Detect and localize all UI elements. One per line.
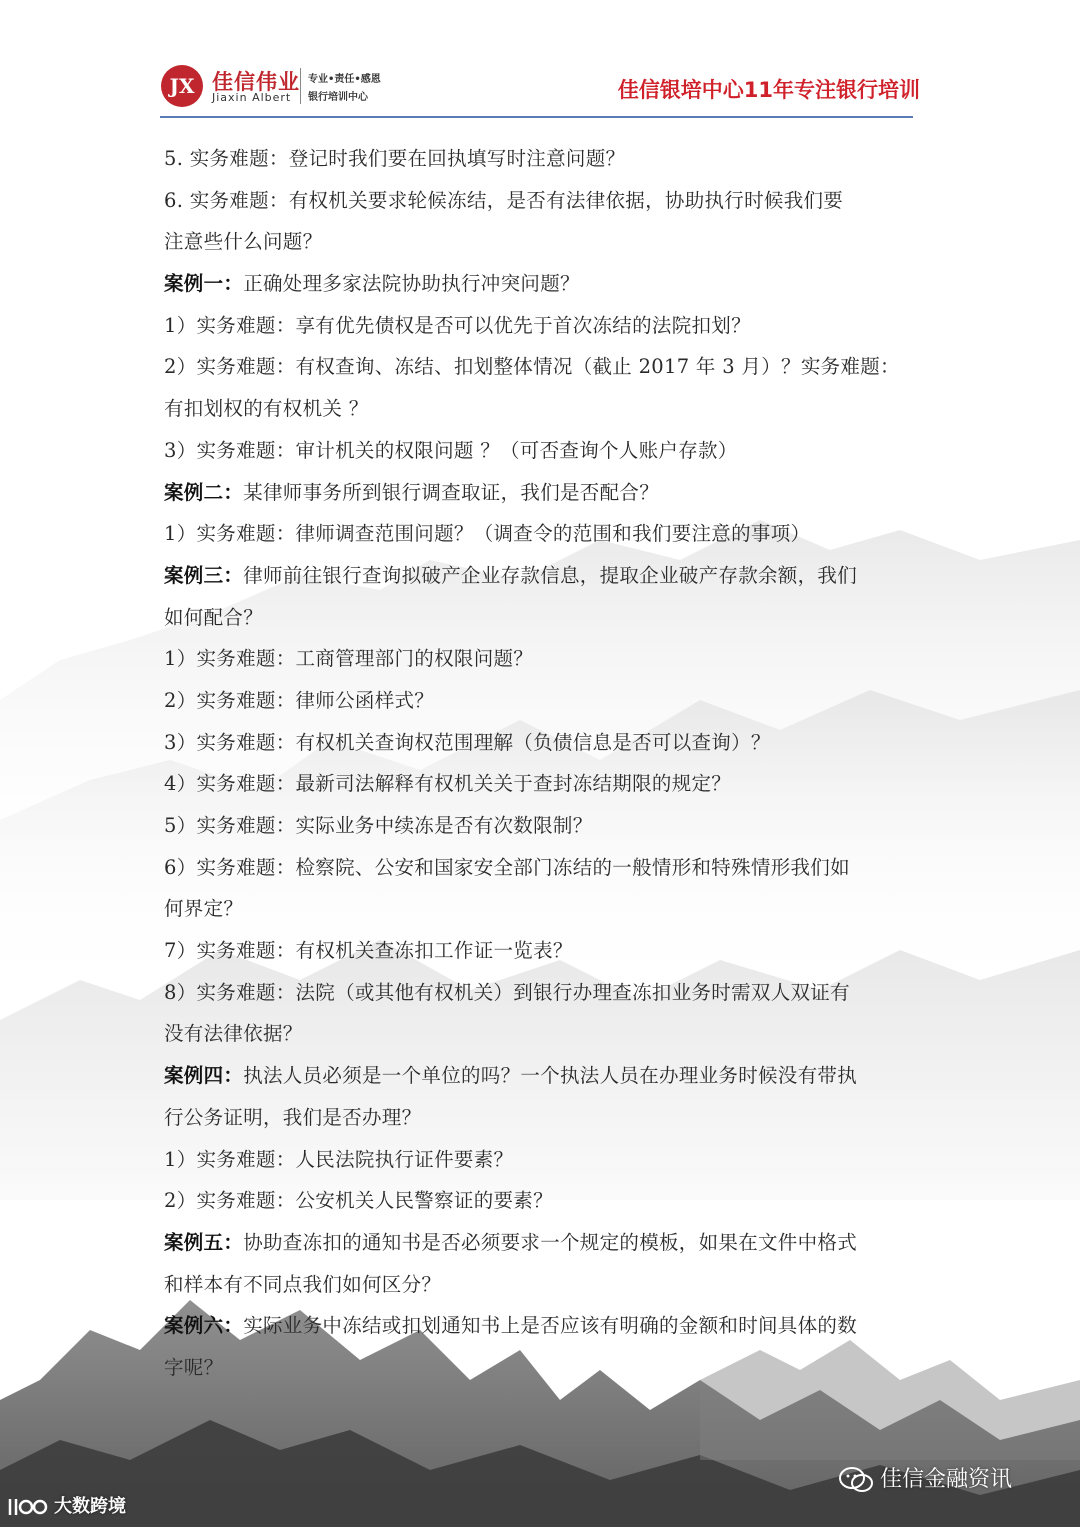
line-text: 注意些什么问题？ (164, 230, 323, 254)
line-text: 6. 实务难题：有权机关要求轮候冻结，是否有法律依据，协助执行时候我们要 (164, 188, 844, 212)
source-watermark-text: 大数跨境 (54, 1496, 126, 1517)
case-heading-line (164, 555, 920, 597)
line-text: 3）实务难题：审计机关的权限问题 ？（可否查询个人账户存款） (164, 438, 738, 462)
case-heading-line (164, 263, 920, 305)
logo-chinese-name: 佳信伟业 (212, 70, 300, 94)
source-watermark (6, 1492, 126, 1519)
text-line (164, 638, 920, 680)
wechat-icon (838, 1466, 874, 1494)
line-text: 和样本有不同点我们如何区分？ (164, 1272, 442, 1296)
logo-english-name: Jiaxin Albert (212, 91, 292, 104)
line-text: 协助查冻扣的通知书是否必须要求一个规定的模板，如果在文件中格式 (243, 1230, 858, 1254)
line-text: 没有法律依据？ (164, 1022, 303, 1046)
line-text: 2）实务难题：公安机关人民警察证的要素？ (164, 1189, 553, 1213)
line-text: 2）实务难题：有权查询、冻结、扣划整体情况（截止 2017 年 3 月）？实务难题： (164, 355, 900, 379)
case-heading-line (164, 1305, 920, 1347)
line-text: 5. 实务难题：登记时我们要在回执填写时注意问题？ (164, 147, 626, 170)
svg-text:JX: JX (169, 74, 195, 98)
case-label: 案例四： (164, 1064, 244, 1088)
line-text: 7）实务难题：有权机关查冻扣工作证一览表？ (164, 939, 573, 963)
line-text: 执法人员必须是一个单位的吗？一个执法人员在办理业务时候没有带执 (243, 1064, 858, 1088)
case-label: 案例三： (164, 563, 244, 587)
line-text: 律师前往银行查询拟破产企业存款信息，提取企业破产存款余额，我们 (243, 563, 858, 587)
line-text: 4）实务难题：最新司法解释有权机关关于查封冻结期限的规定？ (164, 772, 732, 796)
text-line (164, 1347, 920, 1389)
text-line (164, 138, 920, 180)
text-line (164, 346, 920, 388)
line-text: 2）实务难题：律师公函样式？ (164, 688, 435, 712)
line-text: 某律师事务所到银行调查取证，我们是否配合？ (243, 480, 660, 504)
source-logo-icon (6, 1495, 50, 1519)
line-text: 1）实务难题：工商管理部门的权限问题？ (164, 647, 534, 671)
logo-slogan-values: 专业•责任•感恩 (308, 74, 381, 85)
logo-slogan-center: 银行培训中心 (308, 92, 368, 103)
line-text: 正确处理多家法院协助执行冲突问题？ (243, 272, 580, 296)
line-text: 有扣划权的有权机关 ？ (164, 397, 369, 421)
text-line (164, 930, 920, 972)
line-text: 字呢？ (164, 1355, 224, 1379)
text-line (164, 1097, 920, 1139)
text-line (164, 388, 920, 430)
wechat-watermark (838, 1462, 1012, 1494)
document-body (164, 138, 920, 1389)
header-tagline: 佳信银培中心11年专注银行培训 (617, 78, 920, 102)
case-heading-line (164, 1222, 920, 1264)
jx-logo-icon (160, 64, 204, 108)
text-line (164, 180, 920, 222)
header-divider-line (160, 116, 913, 118)
line-text: 6）实务难题：检察院、公安和国家安全部门冻结的一般情形和特殊情形我们如 (164, 855, 850, 879)
text-line (164, 972, 920, 1014)
line-text: 1）实务难题：律师调查范围问题？（调查令的范围和我们要注意的事项） (164, 522, 811, 546)
line-text: 实际业务中冻结或扣划通知书上是否应该有明确的金额和时间具体的数 (243, 1314, 858, 1338)
line-text: 1）实务难题：享有优先债权是否可以优先于首次冻结的法院扣划？ (164, 313, 751, 337)
page-header (160, 62, 920, 118)
text-line (164, 888, 920, 930)
text-line (164, 305, 920, 347)
text-line (164, 1013, 920, 1055)
text-line (164, 597, 920, 639)
line-text: 如何配合？ (164, 605, 264, 629)
text-line (164, 763, 920, 805)
case-heading-line (164, 472, 920, 514)
case-label: 案例一： (164, 272, 244, 296)
logo-divider (300, 68, 301, 104)
text-line (164, 847, 920, 889)
line-text: 8）实务难题：法院（或其他有权机关）到银行办理查冻扣业务时需双人双证有 (164, 980, 850, 1004)
case-label: 案例六： (164, 1314, 244, 1338)
text-line (164, 430, 920, 472)
line-text: 何界定？ (164, 897, 244, 921)
case-label: 案例二： (164, 480, 244, 504)
text-line (164, 805, 920, 847)
case-label: 案例五： (164, 1230, 244, 1254)
text-line (164, 722, 920, 764)
line-text: 行公务证明，我们是否办理？ (164, 1105, 422, 1129)
text-line (164, 1264, 920, 1306)
case-heading-line (164, 1055, 920, 1097)
line-text: 3）实务难题：有权机关查询权范围理解（负债信息是否可以查询）？ (164, 730, 771, 754)
text-line (164, 221, 920, 263)
wechat-account-name: 佳信金融资讯 (880, 1467, 1013, 1492)
line-text: 1）实务难题：人民法院执行证件要素？ (164, 1147, 514, 1171)
text-line (164, 1139, 920, 1181)
line-text: 5）实务难题：实际业务中续冻是否有次数限制？ (164, 814, 593, 837)
text-line (164, 1180, 920, 1222)
text-line (164, 513, 920, 555)
text-line (164, 680, 920, 722)
